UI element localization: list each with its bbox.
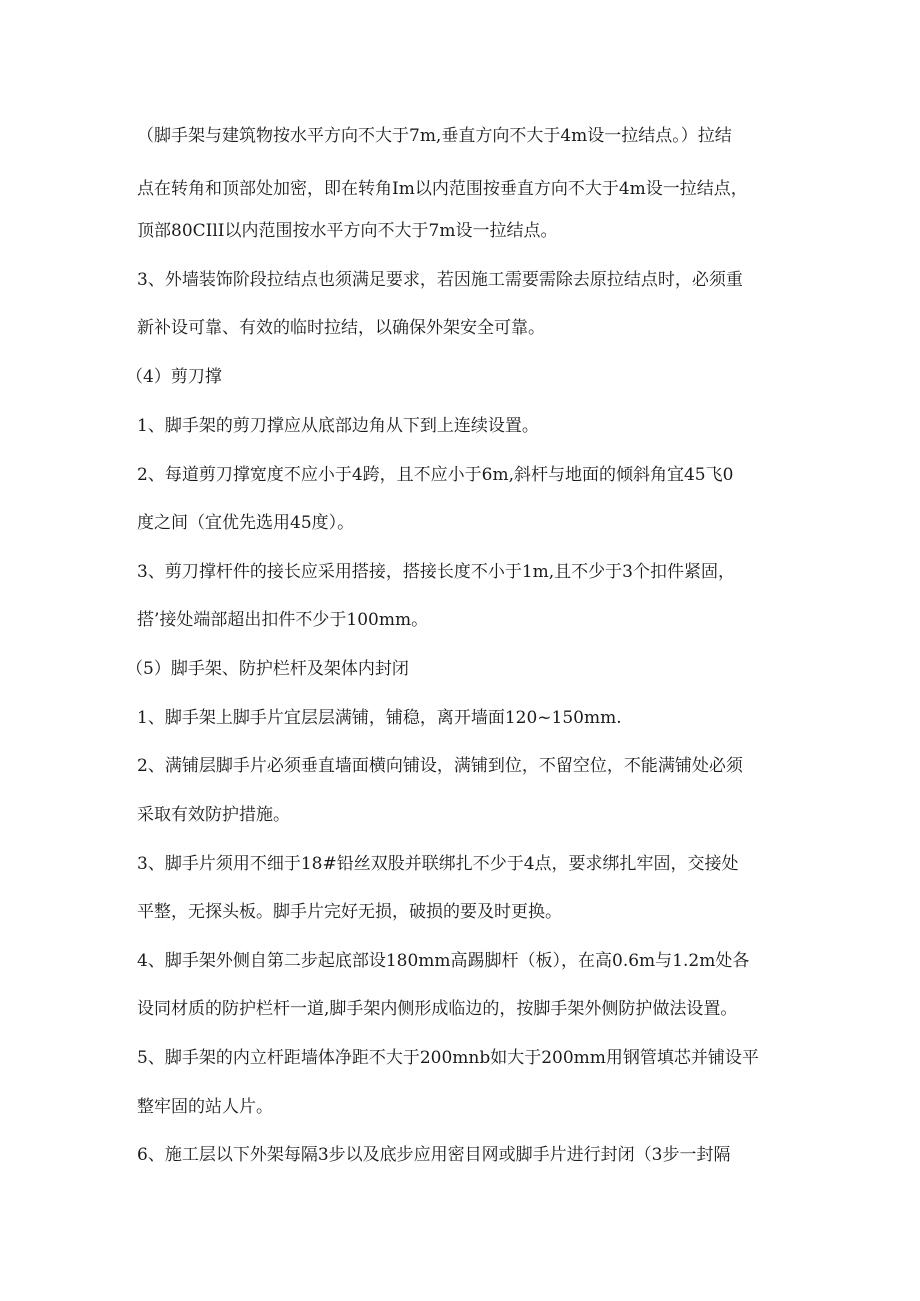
section-heading: （5）脚手架、防护栏杆及架体内封闭: [126, 659, 409, 679]
text-line: 3、剪刀撑杆件的接长应采用搭接，搭接长度不小于1m,且不少于3个扣件紧固，: [137, 562, 735, 582]
text-line: （脚手架与建筑物按水平方向不大于7m,垂直方向不大于4m设一拉结点。）拉结: [137, 126, 732, 146]
text-line: 2、满铺层脚手片必须垂直墙面横向铺设，满铺到位，不留空位，不能满铺处必须: [137, 756, 743, 776]
text-line: 2、每道剪刀撑宽度不应小于4跨，且不应小于6m,斜杆与地面的倾斜角宜45飞0: [137, 465, 734, 485]
text-line: 4、脚手架外侧自第二步起底部设180mm高踢脚杆（板），在高0.6m与1.2m处各: [137, 951, 750, 971]
text-line: 整牢固的站人片。: [137, 1097, 273, 1117]
section-heading: （4）剪刀撑: [126, 367, 222, 387]
text-line: 3、外墙装饰阶段拉结点也须满足要求，若因施工需要需除去原拉结点时，必须重: [137, 270, 743, 290]
text-line: 顶部80CIlI以内范围按水平方向不大于7m设一拉结点。: [137, 221, 558, 241]
text-line: 平整，无探头板。脚手片完好无损，破损的要及时更换。: [137, 902, 562, 922]
text-line: 1、脚手架的剪刀撑应从底部边角从下到上连续设置。: [137, 416, 539, 436]
text-line: 新补设可靠、有效的临时拉结，以确保外架安全可靠。: [137, 318, 545, 338]
text-line: 1、脚手架上脚手片宜层层满铺，铺稳，离开墙面120~150mm.: [137, 708, 622, 728]
text-line: 度之间（宜优先选用45度）。: [137, 513, 355, 533]
text-line: 搭’接处端部超出扣件不少于100mm。: [137, 610, 429, 630]
text-line: 采取有效防护措施。: [137, 805, 290, 825]
text-line: 3、脚手片须用不细于18#铅丝双股并联绑扎不少于4点，要求绑扎牢固，交接处: [137, 854, 739, 874]
text-line: 6、施工层以下外架每隔3步以及底步应用密目网或脚手片进行封闭（3步一封隔: [137, 1145, 731, 1165]
text-line: 点在转角和顶部处加密，即在转角Im以内范围按垂直方向不大于4m设一拉结点，: [137, 179, 748, 199]
text-line: 设同材质的防护栏杆一道,脚手架内侧形成临边的，按脚手架外侧防护做法设置。: [137, 999, 738, 1019]
text-line: 5、脚手架的内立杆距墙体净距不大于200mnb如大于200mm用钢管填芯并铺设平: [137, 1048, 759, 1068]
